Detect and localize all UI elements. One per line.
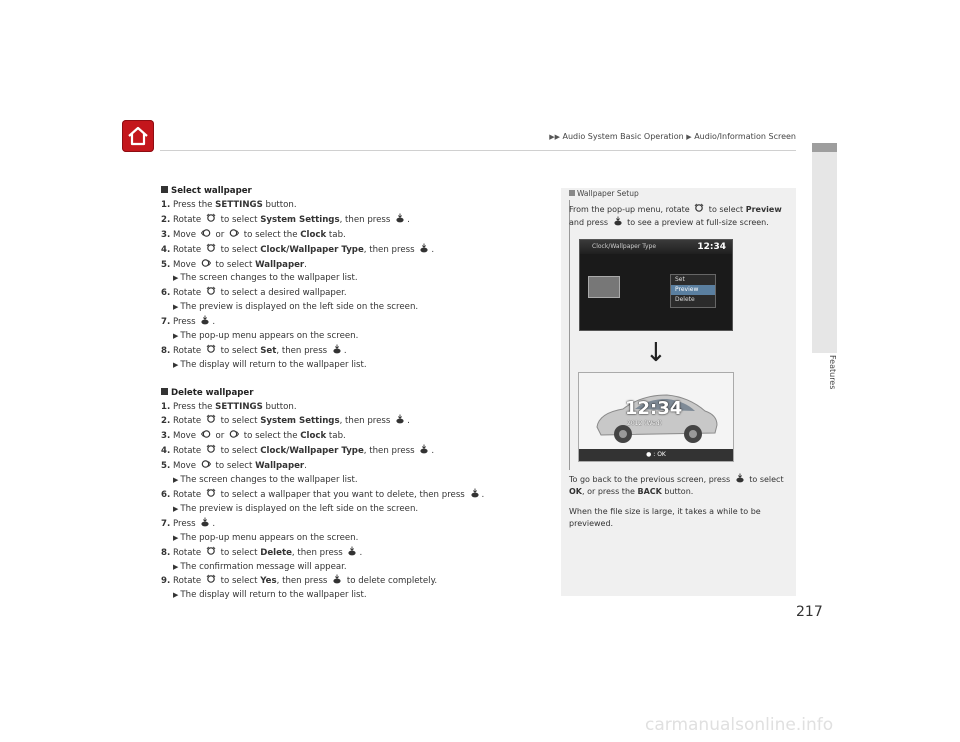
step bbox=[161, 574, 541, 589]
step-text: to select the bbox=[241, 431, 301, 442]
step bbox=[161, 414, 541, 429]
note-title: Wallpaper Setup bbox=[569, 189, 639, 198]
step-number: 6. bbox=[161, 288, 171, 299]
step-number: 2. bbox=[161, 214, 171, 225]
step-text: to see a preview at full-size screen. bbox=[624, 218, 769, 227]
step-number: 5. bbox=[161, 259, 171, 270]
step-text: to select bbox=[212, 461, 256, 472]
step bbox=[161, 401, 541, 415]
step-text: to select bbox=[217, 416, 261, 427]
press-button-icon bbox=[200, 517, 210, 527]
step bbox=[161, 344, 541, 359]
selector-knob-icon bbox=[206, 444, 216, 454]
note-paragraphs bbox=[569, 473, 791, 530]
ui-term: SETTINGS bbox=[215, 401, 263, 412]
press-button-icon bbox=[419, 243, 429, 253]
step-text: to select bbox=[212, 259, 256, 270]
breadcrumb-arrow-icon: ▶▶ bbox=[549, 133, 560, 141]
press-button-icon bbox=[613, 216, 623, 226]
result-arrow-icon: ▶ bbox=[173, 303, 179, 312]
step-text: . bbox=[407, 416, 410, 427]
step bbox=[161, 517, 541, 532]
step bbox=[161, 546, 541, 561]
result-arrow-icon: ▶ bbox=[173, 562, 179, 571]
step-result bbox=[161, 301, 541, 315]
step bbox=[161, 315, 541, 330]
step bbox=[161, 258, 541, 273]
step bbox=[161, 444, 541, 459]
ui-term: Preview bbox=[745, 205, 782, 214]
step bbox=[161, 488, 541, 503]
move-right-icon bbox=[229, 228, 239, 238]
step-text: . bbox=[212, 518, 216, 529]
step-text: to select bbox=[706, 205, 746, 214]
result-text: The display will return to the wallpaper list. bbox=[180, 359, 367, 370]
breadcrumb-arrow-icon: ▶ bbox=[686, 133, 692, 141]
selector-knob-icon bbox=[206, 213, 216, 223]
step-result bbox=[161, 474, 541, 488]
step-text: Rotate bbox=[172, 547, 204, 558]
selector-knob-icon bbox=[206, 243, 216, 253]
watermark: carmanualsonline.info bbox=[645, 715, 834, 735]
step-text: . bbox=[481, 490, 485, 501]
step-text: Rotate bbox=[172, 244, 204, 255]
move-right-icon bbox=[229, 429, 239, 439]
result-text: The screen changes to the wallpaper list. bbox=[180, 273, 358, 284]
step-number: 7. bbox=[161, 317, 171, 328]
step-text: . bbox=[212, 317, 216, 328]
result-text: The display will return to the wallpaper list. bbox=[180, 590, 367, 601]
result-arrow-icon: ▶ bbox=[173, 360, 179, 369]
popup-menu bbox=[670, 274, 716, 308]
preview-date: 2012 (Wed) bbox=[627, 420, 662, 427]
breadcrumb-item[interactable]: Audio System Basic Operation bbox=[562, 132, 684, 141]
step-text: to select bbox=[217, 576, 261, 587]
step bbox=[161, 228, 541, 243]
step-text: Move bbox=[172, 461, 199, 472]
result-arrow-icon: ▶ bbox=[173, 533, 179, 542]
step-result bbox=[161, 503, 541, 517]
step-text: . bbox=[304, 259, 307, 270]
step-text: , then press bbox=[339, 214, 394, 225]
result-text: The preview is displayed on the left side on the screen. bbox=[180, 503, 419, 514]
press-button-icon bbox=[419, 444, 429, 454]
ui-term: Set bbox=[260, 345, 277, 356]
ui-term: Clock bbox=[300, 431, 327, 442]
step-text: to select bbox=[746, 475, 784, 484]
note-paragraph bbox=[569, 473, 791, 498]
ui-term: Yes bbox=[260, 576, 277, 587]
press-button-icon bbox=[200, 315, 210, 325]
step-text: and press bbox=[569, 218, 611, 227]
selector-knob-icon bbox=[206, 414, 216, 424]
step-text: Rotate bbox=[172, 416, 204, 427]
step bbox=[161, 429, 541, 444]
step-text: , then press bbox=[276, 576, 331, 587]
section-bullet-icon bbox=[161, 388, 168, 395]
press-button-icon bbox=[347, 546, 357, 556]
step-text: Press bbox=[172, 518, 199, 529]
wallpaper-thumbnail bbox=[588, 276, 620, 298]
step-text: to select bbox=[217, 345, 261, 356]
step bbox=[161, 199, 541, 213]
result-text: The pop-up menu appears on the screen. bbox=[180, 532, 359, 543]
home-icon[interactable] bbox=[122, 120, 154, 152]
ui-term: Clock/Wallpaper Type bbox=[260, 244, 364, 255]
screenshot-wallpaper-preview bbox=[578, 372, 734, 462]
move-right-icon bbox=[201, 258, 211, 268]
step-text: to select the bbox=[241, 229, 301, 240]
step-text: . bbox=[343, 345, 347, 356]
step-text: to select a wallpaper that you want to delete, then press bbox=[217, 490, 468, 501]
screen-title: Clock/Wallpaper Type bbox=[592, 243, 657, 250]
step-text: Rotate bbox=[172, 214, 204, 225]
result-arrow-icon: ▶ bbox=[173, 591, 179, 600]
step-text: . bbox=[407, 214, 410, 225]
step-result bbox=[161, 532, 541, 546]
menu-item-delete[interactable]: Delete bbox=[675, 296, 695, 303]
header-rule bbox=[160, 150, 796, 151]
step-text: Press the bbox=[172, 401, 216, 412]
press-icon: ● bbox=[646, 451, 652, 458]
step-text: Rotate bbox=[172, 490, 204, 501]
ui-term: OK bbox=[569, 487, 582, 496]
result-text: The preview is displayed on the left side on the screen. bbox=[180, 302, 419, 313]
step bbox=[161, 243, 541, 258]
step-result bbox=[161, 272, 541, 286]
result-text: The screen changes to the wallpaper list. bbox=[180, 475, 358, 486]
breadcrumb bbox=[530, 132, 796, 141]
step-text: to select bbox=[217, 214, 261, 225]
section-title: Delete wallpaper bbox=[171, 387, 254, 398]
section-bullet-icon bbox=[161, 186, 168, 193]
screenshot-wallpaper-menu bbox=[579, 239, 733, 331]
side-tab-label[interactable]: Features bbox=[828, 355, 837, 390]
side-tab-bar bbox=[812, 143, 837, 353]
step-text: , then press bbox=[363, 244, 418, 255]
step-text: Rotate bbox=[172, 288, 204, 299]
step-text: Press bbox=[172, 317, 199, 328]
instructions bbox=[161, 185, 541, 603]
preview-time: 12:34 bbox=[625, 398, 683, 419]
result-arrow-icon: ▶ bbox=[173, 476, 179, 485]
result-arrow-icon: ▶ bbox=[173, 332, 179, 341]
selector-knob-icon bbox=[206, 546, 216, 556]
ui-term: Delete bbox=[260, 547, 292, 558]
step-text: Rotate bbox=[172, 446, 204, 457]
step-text: tab. bbox=[326, 229, 346, 240]
step-text: to delete completely. bbox=[344, 576, 438, 587]
step-result bbox=[161, 589, 541, 603]
section-gap bbox=[161, 373, 541, 387]
step-result bbox=[161, 359, 541, 373]
down-arrow-icon: ↓ bbox=[645, 338, 667, 368]
press-button-icon bbox=[395, 414, 405, 424]
step-text: , then press bbox=[339, 416, 394, 427]
step-text: to select bbox=[217, 446, 261, 457]
ui-term: Wallpaper bbox=[255, 461, 305, 472]
step bbox=[161, 213, 541, 228]
step bbox=[161, 286, 541, 301]
step-text: Move bbox=[172, 259, 199, 270]
ui-term: SETTINGS bbox=[215, 199, 263, 210]
step-number: 9. bbox=[161, 576, 171, 587]
step-number: 8. bbox=[161, 547, 171, 558]
step-text: . bbox=[431, 244, 435, 255]
sidebar-note bbox=[561, 188, 796, 596]
ui-term: Clock bbox=[300, 229, 327, 240]
move-right-icon bbox=[201, 459, 211, 469]
step-text: . bbox=[431, 446, 435, 457]
step bbox=[161, 459, 541, 474]
press-button-icon bbox=[332, 574, 342, 584]
step-number: 5. bbox=[161, 461, 171, 472]
step-number: 2. bbox=[161, 416, 171, 427]
step-result bbox=[161, 330, 541, 344]
ui-term: Wallpaper bbox=[255, 259, 305, 270]
move-left-icon bbox=[201, 429, 211, 439]
step-text: Move bbox=[172, 229, 199, 240]
step-number: 8. bbox=[161, 345, 171, 356]
selector-knob-icon bbox=[206, 574, 216, 584]
step-text: button. bbox=[262, 401, 297, 412]
result-arrow-icon: ▶ bbox=[173, 274, 179, 283]
step-text: to select bbox=[217, 244, 261, 255]
page-number: 217 bbox=[796, 604, 823, 620]
step-text: Move bbox=[172, 431, 199, 442]
menu-item-set[interactable]: Set bbox=[675, 276, 685, 283]
step-text: , then press bbox=[363, 446, 418, 457]
move-left-icon bbox=[201, 228, 211, 238]
step-text: tab. bbox=[326, 431, 346, 442]
press-button-icon bbox=[470, 488, 480, 498]
step-number: 3. bbox=[161, 431, 171, 442]
step-number: 6. bbox=[161, 490, 171, 501]
step-number: 1. bbox=[161, 199, 171, 210]
step-text: Rotate bbox=[172, 576, 204, 587]
ok-bar[interactable]: ● : OK bbox=[579, 449, 733, 461]
step-text: , then press bbox=[291, 547, 346, 558]
ui-term: BACK bbox=[637, 487, 662, 496]
step-number: 3. bbox=[161, 229, 171, 240]
selector-knob-icon bbox=[694, 203, 704, 213]
ui-term: System Settings bbox=[260, 214, 340, 225]
result-arrow-icon: ▶ bbox=[173, 504, 179, 513]
step-text: to select a desired wallpaper. bbox=[217, 288, 347, 299]
step-text: Rotate bbox=[172, 345, 204, 356]
section-heading bbox=[161, 387, 541, 401]
step-result bbox=[161, 561, 541, 575]
step-text: From the pop-up menu, rotate bbox=[569, 205, 693, 214]
section-heading bbox=[161, 185, 541, 199]
step-text: . bbox=[304, 461, 307, 472]
step-number: 4. bbox=[161, 446, 171, 457]
step-number: 7. bbox=[161, 518, 171, 529]
note-paragraph bbox=[569, 203, 791, 229]
selector-knob-icon bbox=[206, 488, 216, 498]
step-text: or bbox=[212, 431, 228, 442]
menu-item-preview[interactable]: Preview bbox=[671, 285, 715, 295]
ui-term: System Settings bbox=[260, 416, 340, 427]
note-marker-icon bbox=[569, 190, 575, 196]
section-title: Select wallpaper bbox=[171, 186, 252, 196]
screen-clock: 12:34 bbox=[697, 242, 726, 252]
press-button-icon bbox=[332, 344, 342, 354]
press-button-icon bbox=[735, 473, 745, 483]
step-text: , or press the bbox=[582, 487, 638, 496]
step-number: 4. bbox=[161, 244, 171, 255]
result-text: The confirmation message will appear. bbox=[180, 561, 347, 572]
selector-knob-icon bbox=[206, 286, 216, 296]
step-text: To go back to the previous screen, press bbox=[569, 475, 733, 484]
step-number: 1. bbox=[161, 401, 171, 412]
step-text: button. bbox=[262, 199, 297, 210]
step-text: to select bbox=[217, 547, 261, 558]
step-text: or bbox=[212, 229, 228, 240]
result-text: The pop-up menu appears on the screen. bbox=[180, 331, 359, 342]
selector-knob-icon bbox=[206, 344, 216, 354]
note-paragraph: When the file size is large, it takes a while to be previewed. bbox=[569, 507, 761, 528]
side-tab-accent[interactable] bbox=[812, 143, 837, 152]
press-button-icon bbox=[395, 213, 405, 223]
step-text: . bbox=[359, 547, 363, 558]
ui-term: Clock/Wallpaper Type bbox=[260, 446, 364, 457]
note-rule bbox=[569, 200, 570, 470]
step-text: Press the bbox=[172, 199, 216, 210]
step-text: , then press bbox=[276, 345, 330, 356]
step-text: button. bbox=[661, 487, 694, 496]
breadcrumb-item[interactable]: Audio/Information Screen bbox=[694, 132, 796, 141]
